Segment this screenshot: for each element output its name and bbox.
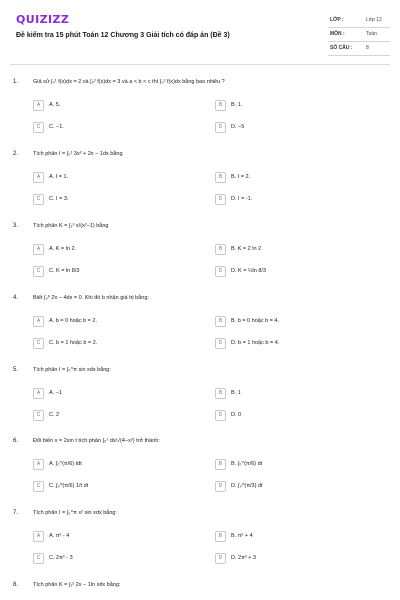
option-b[interactable] (215, 172, 365, 184)
question-3 (0, 223, 400, 283)
option-d[interactable] (215, 410, 365, 422)
option-letter-box: A (33, 531, 44, 542)
question-number: 8. (13, 582, 19, 588)
meta-label: MÔN : (330, 31, 345, 37)
option-letter-box: C (33, 266, 44, 277)
option-text: D. K = ½ln 8/3 (231, 268, 267, 274)
question-text: Tích phân K = ∫₂³ x/(x²−1) bằng (33, 223, 109, 229)
option-d[interactable] (215, 194, 365, 206)
option-letter-box: B (215, 172, 226, 183)
option-text: D. I = -1. (231, 196, 253, 202)
option-letter-box: D (215, 481, 226, 492)
option-text: A. −1 (49, 390, 62, 396)
question-number: 6. (13, 438, 19, 444)
meta-row-class (328, 14, 390, 28)
option-b[interactable] (215, 531, 365, 543)
option-b[interactable] (215, 244, 365, 256)
question-1 (0, 79, 400, 139)
option-c[interactable] (33, 338, 183, 350)
option-text: C. K = ln 8/3 (49, 268, 80, 274)
option-text: D. 0 (231, 412, 242, 418)
option-letter-box: A (33, 316, 44, 327)
question-number: 4. (13, 295, 19, 301)
question-text: Tích phân I = ∫₀^π x² sin xdx bằng: (33, 510, 117, 516)
option-letter-box: B (215, 388, 226, 399)
option-c[interactable] (33, 553, 183, 565)
option-d[interactable] (215, 481, 365, 493)
option-text: B. ∫₀^(π/6) dt (231, 461, 263, 467)
option-text: B. I = 2. (231, 174, 251, 180)
option-text: B. K = 2 ln 2 (231, 246, 262, 252)
option-letter-box: C (33, 338, 44, 349)
meta-row-subject (328, 28, 390, 42)
question-8 (0, 582, 400, 598)
option-text: C. b = 1 hoặc b = 2. (49, 340, 98, 346)
option-d[interactable] (215, 122, 365, 134)
question-2 (0, 151, 400, 211)
meta-label: SỐ CÂU : (330, 45, 353, 51)
option-text: D. ∫₀^(π/3) dt (231, 483, 263, 489)
option-text: C. 2 (49, 412, 60, 418)
question-4 (0, 295, 400, 355)
option-a[interactable] (33, 172, 183, 184)
option-c[interactable] (33, 266, 183, 278)
option-text: A. π² - 4 (49, 533, 70, 539)
option-text: C. 2π² - 3 (49, 555, 73, 561)
question-text: Tích phân K = ∫₁² 2x − 1ln xdx bằng: (33, 582, 121, 588)
option-d[interactable] (215, 338, 365, 350)
option-c[interactable] (33, 481, 183, 493)
option-letter-box: D (215, 266, 226, 277)
option-letter-box: C (33, 410, 44, 421)
option-text: C. I = 3. (49, 196, 69, 202)
option-letter-box: C (33, 122, 44, 133)
option-letter-box: B (215, 100, 226, 111)
option-b[interactable] (215, 459, 365, 471)
option-c[interactable] (33, 410, 183, 422)
option-b[interactable] (215, 388, 365, 400)
option-a[interactable] (33, 459, 183, 471)
question-6 (0, 438, 400, 498)
quizizz-logo: QUIZIZZ (16, 13, 70, 26)
option-text: D. 2π² + 3 (231, 555, 257, 561)
question-5 (0, 367, 400, 427)
meta-value: Lớp 12 (366, 17, 382, 23)
option-text: A. I = 1. (49, 174, 69, 180)
option-letter-box: B (215, 459, 226, 470)
question-number: 1. (13, 79, 19, 85)
option-letter-box: B (215, 316, 226, 327)
question-text: Giả sử ∫₀¹ f(x)dx = 2 và ∫₀² f(x)dx = 3 và a < b < c thì ∫₀² f(x)dx bằng bao nhiêu ? (33, 79, 225, 85)
option-letter-box: C (33, 481, 44, 492)
question-text: Biết ∫₀ᵇ 2x − 4dx = 0. Khi đó b nhận giá trị bằng: (33, 295, 149, 301)
question-number: 2. (13, 151, 19, 157)
option-letter-box: A (33, 388, 44, 399)
option-letter-box: A (33, 459, 44, 470)
header (0, 0, 400, 60)
option-letter-box: B (215, 244, 226, 255)
question-text: Đổi biến x = 2sin t tích phân ∫₀¹ dx/√(4−x²) trở thành: (33, 438, 160, 444)
option-text: B. 1. (231, 102, 243, 108)
option-letter-box: C (33, 194, 44, 205)
question-number: 5. (13, 367, 19, 373)
question-number: 7. (13, 510, 19, 516)
question-number: 3. (13, 223, 19, 229)
option-text: A. b = 0 hoặc b = 2. (49, 318, 98, 324)
meta-table (328, 14, 390, 56)
option-a[interactable] (33, 316, 183, 328)
option-letter-box: D (215, 194, 226, 205)
option-b[interactable] (215, 100, 365, 112)
option-letter-box: A (33, 172, 44, 183)
header-divider (10, 64, 390, 65)
option-a[interactable] (33, 531, 183, 543)
option-letter-box: C (33, 553, 44, 564)
meta-label: LỚP : (330, 17, 344, 23)
option-text: D. b = 1 hoặc b = 4. (231, 340, 280, 346)
question-7 (0, 510, 400, 570)
option-b[interactable] (215, 316, 365, 328)
option-letter-box: D (215, 553, 226, 564)
option-letter-box: D (215, 122, 226, 133)
option-text: A. 5. (49, 102, 61, 108)
option-c[interactable] (33, 122, 183, 134)
option-text: B. 1 (231, 390, 241, 396)
option-text: B. π² + 4 (231, 533, 253, 539)
option-letter-box: A (33, 244, 44, 255)
option-text: A. K = ln 2. (49, 246, 77, 252)
option-text: A. ∫₀^(π/6) tdt (49, 461, 82, 467)
question-text: Tích phân I = ∫₀¹ 3x² + 2x − 1dx bằng (33, 151, 123, 157)
option-text: C. ∫₀^(π/6) 1/t dt (49, 483, 89, 489)
meta-value: Toán (366, 31, 377, 37)
question-text: Tích phân I = ∫₀^π sin xdx bằng: (33, 367, 111, 373)
option-text: C. −1. (49, 124, 64, 130)
option-letter-box: B (215, 531, 226, 542)
option-a[interactable] (33, 100, 183, 112)
option-text: B. b = 0 hoặc b = 4. (231, 318, 280, 324)
option-d[interactable] (215, 553, 365, 565)
meta-row-count (328, 42, 390, 56)
option-a[interactable] (33, 388, 183, 400)
option-letter-box: A (33, 100, 44, 111)
option-a[interactable] (33, 244, 183, 256)
option-letter-box: D (215, 410, 226, 421)
option-text: D. −5 (231, 124, 245, 130)
meta-value: 8 (366, 45, 369, 51)
option-c[interactable] (33, 194, 183, 206)
option-d[interactable] (215, 266, 365, 278)
option-letter-box: D (215, 338, 226, 349)
document-title: Đề kiểm tra 15 phút Toán 12 Chương 3 Giải tích có đáp án (Đề 3) (16, 32, 230, 39)
